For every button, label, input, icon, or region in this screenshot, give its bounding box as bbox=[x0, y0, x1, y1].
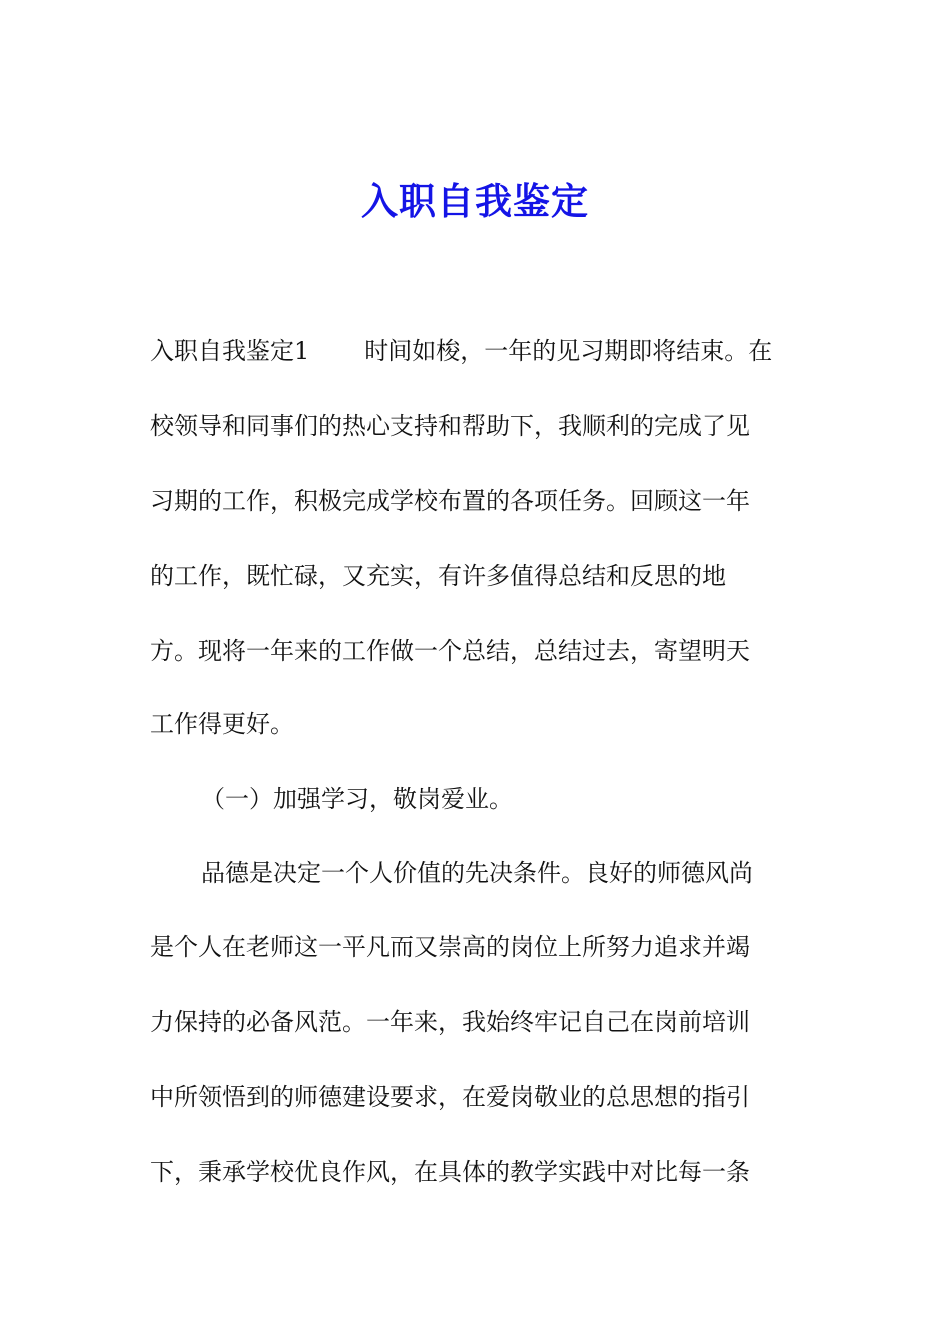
section-heading-1: （一）加强学习，敬岗爱业。 bbox=[201, 785, 513, 813]
section-label: 入职自我鉴定1 bbox=[150, 337, 310, 365]
paragraph-line-6: 工作得更好。 bbox=[150, 710, 294, 738]
paragraph-line-4: 的工作，既忙碌，又充实，有许多值得总结和反思的地 bbox=[150, 562, 726, 590]
paragraph-line-2: 校领导和同事们的热心支持和帮助下，我顺利的完成了见 bbox=[150, 412, 750, 440]
paragraph-line-9: 是个人在老师这一平凡而又崇高的岗位上所努力追求并竭 bbox=[150, 933, 750, 961]
paragraph-line-10: 力保持的必备风范。一年来，我始终牢记自己在岗前培训 bbox=[150, 1008, 750, 1036]
paragraph-line-12: 下，秉承学校优良作风，在具体的教学实践中对比每一条 bbox=[150, 1158, 750, 1186]
paragraph-line-5: 方。现将一年来的工作做一个总结，总结过去，寄望明天 bbox=[150, 637, 750, 665]
paragraph-line-3: 习期的工作，积极完成学校布置的各项任务。回顾这一年 bbox=[150, 487, 750, 515]
paragraph-line-8: 品德是决定一个人价值的先决条件。良好的师德风尚 bbox=[201, 859, 753, 887]
paragraph-line-11: 中所领悟到的师德建设要求，在爱岗敬业的总思想的指引 bbox=[150, 1083, 750, 1111]
document-title: 入职自我鉴定 bbox=[361, 180, 589, 223]
paragraph-line-1 bbox=[150, 336, 772, 366]
line-text: 时间如梭，一年的见习期即将结束。在 bbox=[364, 337, 773, 365]
